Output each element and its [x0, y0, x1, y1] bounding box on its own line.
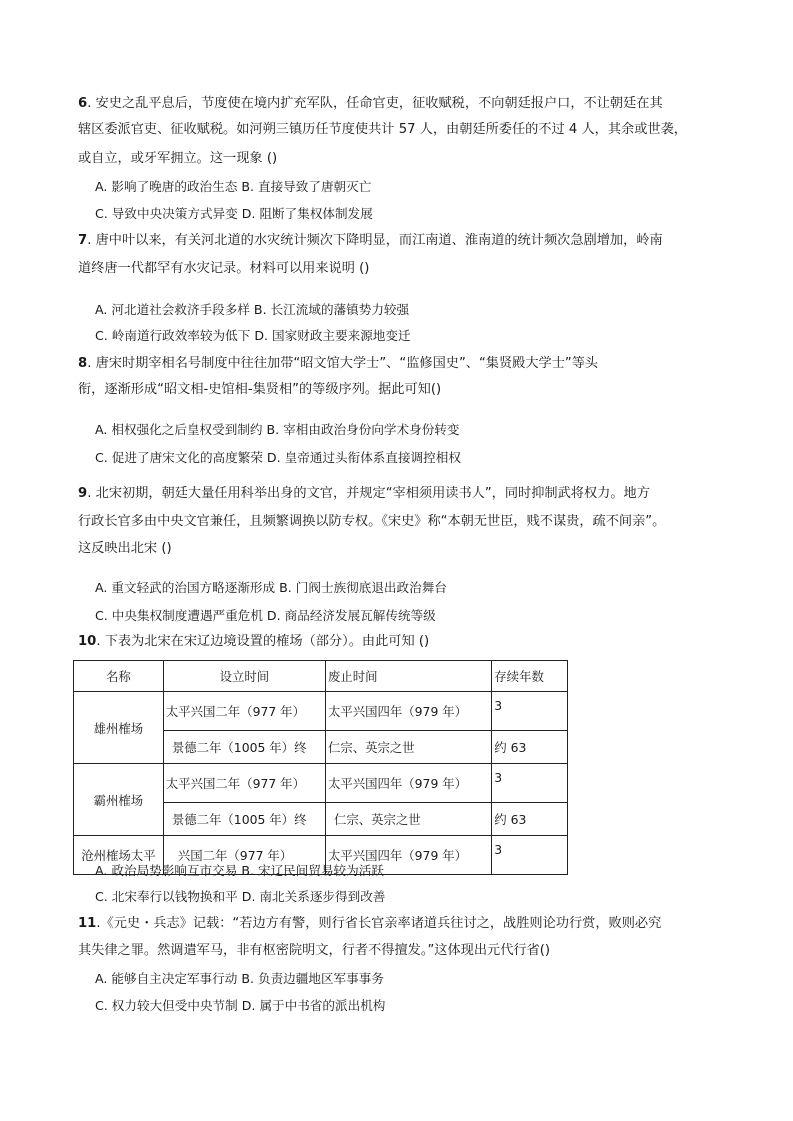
header-set-time: 设立时间: [163, 661, 325, 692]
table-cell-end: 太平兴国四年（979 年）: [325, 692, 491, 731]
table-cell-end: 仁宗、英宗之世: [325, 803, 491, 836]
question-10-options-cd[interactable]: C. 北宋奉行以钱物换和平 D. 南北关系逐步得到改善: [95, 889, 386, 904]
table-cell-set: 兴国二年（977 年）: [163, 836, 325, 875]
question-text: .《元史・兵志》记载：“若边方有警，则行省长官亲率诸道兵往讨之，战胜则论功行赏，败则必究: [96, 916, 662, 931]
question-number: 9: [78, 486, 88, 501]
question-11-line-2: 其失律之罪。然调遣军马，非有枢密院明文，行者不得擅发。”这体现出元代行省(): [78, 943, 551, 958]
question-number: 10: [78, 634, 97, 649]
table-cell-end: 太平兴国四年（979 年）: [325, 836, 491, 875]
header-end-time: 废止时间: [325, 661, 491, 692]
question-6-options-cd[interactable]: C. 导致中央决策方式异变 D. 阻断了集权体制发展: [95, 206, 373, 221]
question-9-line-3: 这反映出北宋 (): [78, 541, 172, 556]
question-7-options-cd[interactable]: C. 岭南道行政效率较为低下 D. 国家财政主要来源地变迁: [95, 328, 411, 343]
trade-market-table: [73, 660, 568, 875]
question-9-options-ab[interactable]: A. 重文轻武的治国方略逐渐形成 B. 门阀士族彻底退出政治舞台: [95, 580, 447, 595]
question-text: . 北宋初期，朝廷大量任用科举出身的文官，并规定“宰相须用读书人”，同时抑制武将权力。地方: [87, 486, 650, 501]
question-number: 7: [78, 233, 88, 248]
table-row: [74, 692, 568, 731]
table-cell-name: 沧州榷场太平: [74, 836, 164, 875]
table-cell-years: 3: [492, 692, 568, 731]
question-number: 6: [78, 96, 88, 111]
table-cell-years: 3: [492, 836, 568, 875]
question-number: 8: [78, 356, 88, 371]
question-6-line-1: [78, 95, 663, 113]
question-7-line-2: 道终唐一代都罕有水灾记录。材料可以用来说明 (): [78, 261, 370, 276]
question-text: . 唐中叶以来，有关河北道的水灾统计频次下降明显，而江南道、淮南道的统计频次急剧增加，岭南: [87, 233, 663, 248]
table-cell-end: 太平兴国四年（979 年）: [325, 764, 491, 803]
question-7-line-1: [78, 232, 663, 250]
question-7-options-ab[interactable]: A. 河北道社会救济手段多样 B. 长江流域的藩镇势力较强: [95, 302, 410, 317]
table-cell-years: 约 63: [492, 803, 568, 836]
question-number: 11: [78, 916, 97, 931]
question-9-line-1: [78, 485, 650, 503]
question-text: . 安史之乱平息后，节度使在境内扩充军队，任命官吏，征收赋税，不向朝廷报户口，不让朝廷在其: [87, 96, 663, 111]
question-6-options-ab[interactable]: A. 影响了晚唐的政治生态 B. 直接导致了唐朝灭亡: [95, 179, 372, 194]
question-10-line-1: [78, 633, 429, 651]
question-11-line-1: [78, 915, 661, 933]
question-8-options-ab[interactable]: A. 相权强化之后皇权受到制约 B. 宰相由政治身份向学术身份转变: [95, 422, 460, 437]
table-cell-set: 景德二年（1005 年）终: [163, 731, 325, 764]
question-9-line-2: 行政长官多由中央文官兼任，且频繁调换以防专权。《宋史》称“本朝无世臣，贱不谋贵，疏不间亲”。: [78, 514, 666, 529]
table-cell-years: 3: [492, 764, 568, 803]
question-8-line-2: 衔，逐渐形成“昭文相-史馆相-集贤相”的等级序列。据此可知(): [78, 382, 442, 397]
question-text: . 下表为北宋在宋辽边境设置的榷场（部分）。由此可知 (): [96, 634, 430, 649]
question-9-options-cd[interactable]: C. 中央集权制度遭遇严重危机 D. 商品经济发展瓦解传统等级: [95, 608, 436, 623]
table-cell-name: 雄州榷场: [74, 692, 164, 764]
table-cell-set: 太平兴国二年（977 年）: [163, 764, 325, 803]
question-text: . 唐宋时期宰相名号制度中往往加带“昭文馆大学士”、“监修国史”、“集贤殿大学士”等头: [87, 356, 599, 371]
question-11-options-cd[interactable]: C. 权力较大但受中央节制 D. 属于中书省的派出机构: [95, 998, 386, 1013]
header-years: 存续年数: [492, 661, 568, 692]
header-name: 名称: [74, 661, 164, 692]
table-cell-set: 太平兴国二年（977 年）: [163, 692, 325, 731]
table-header-row: [74, 661, 568, 692]
table-cell-years: 约 63: [492, 731, 568, 764]
table-row: [74, 764, 568, 803]
table-cell-end: 仁宗、英宗之世: [325, 731, 491, 764]
question-11-options-ab[interactable]: A. 能够自主决定军事行动 B. 负责边疆地区军事事务: [95, 971, 384, 986]
question-8-options-cd[interactable]: C. 促进了唐宋文化的高度繁荣 D. 皇帝通过头衔体系直接调控相权: [95, 450, 461, 465]
table-cell-name: 霸州榷场: [74, 764, 164, 836]
question-6-line-2: 辖区委派官吏、征收赋税。如河朔三镇历任节度使共计 57 人，由朝廷所委任的不过 4 人，其余或世袭，: [78, 122, 687, 137]
question-6-line-3: 或自立，或牙军拥立。这一现象 (): [78, 151, 278, 166]
question-8-line-1: [78, 355, 598, 373]
table-cell-set: 景德二年（1005 年）终: [163, 803, 325, 836]
question-10-options-ab[interactable]: A. 政治局势影响互市交易 B. 宋辽民间贸易较为活跃: [95, 863, 384, 878]
